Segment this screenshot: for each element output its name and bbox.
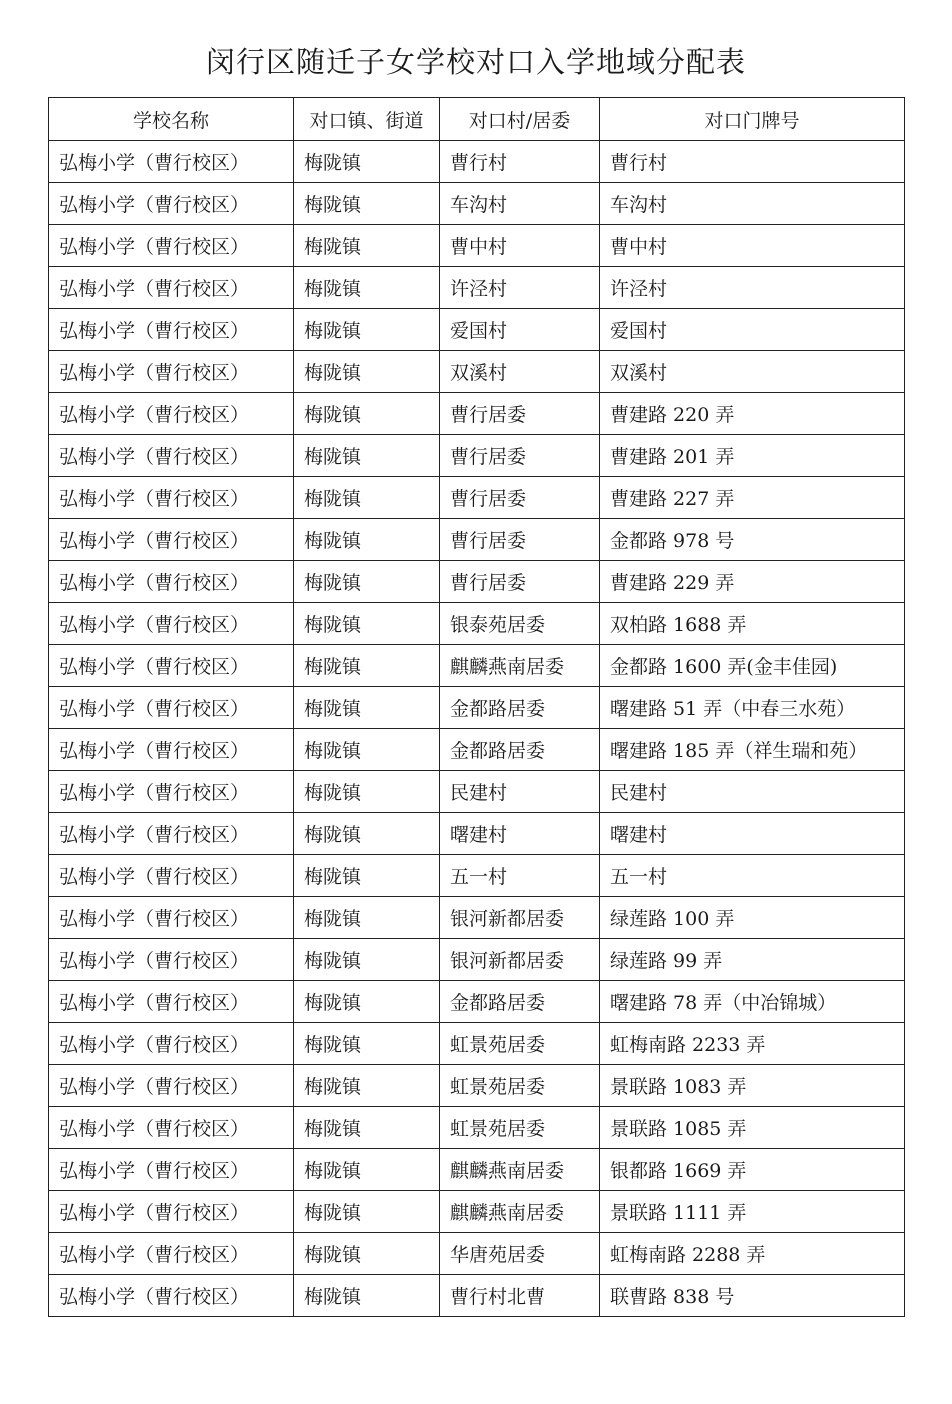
cell-town-street: 梅陇镇 — [294, 435, 440, 477]
cell-school-name: 弘梅小学（曹行校区） — [49, 771, 294, 813]
cell-school-name: 弘梅小学（曹行校区） — [49, 981, 294, 1023]
cell-house-number: 绿莲路 99 弄 — [600, 939, 905, 981]
cell-village-committee: 曹行居委 — [440, 393, 600, 435]
cell-house-number: 联曹路 838 号 — [600, 1275, 905, 1317]
cell-house-number: 许泾村 — [600, 267, 905, 309]
cell-school-name: 弘梅小学（曹行校区） — [49, 1233, 294, 1275]
table-row — [49, 561, 905, 603]
table-row — [49, 813, 905, 855]
cell-town-street: 梅陇镇 — [294, 141, 440, 183]
cell-village-committee: 曹行居委 — [440, 561, 600, 603]
cell-town-street: 梅陇镇 — [294, 561, 440, 603]
cell-town-street: 梅陇镇 — [294, 1107, 440, 1149]
cell-town-street: 梅陇镇 — [294, 813, 440, 855]
cell-school-name: 弘梅小学（曹行校区） — [49, 1275, 294, 1317]
table-row — [49, 897, 905, 939]
cell-town-street: 梅陇镇 — [294, 477, 440, 519]
table-row — [49, 1023, 905, 1065]
cell-house-number: 虹梅南路 2288 弄 — [600, 1233, 905, 1275]
cell-town-street: 梅陇镇 — [294, 1191, 440, 1233]
cell-house-number: 曹中村 — [600, 225, 905, 267]
cell-village-committee: 车沟村 — [440, 183, 600, 225]
header-school-name: 学校名称 — [49, 98, 294, 141]
cell-school-name: 弘梅小学（曹行校区） — [49, 267, 294, 309]
cell-town-street: 梅陇镇 — [294, 351, 440, 393]
cell-town-street: 梅陇镇 — [294, 393, 440, 435]
cell-town-street: 梅陇镇 — [294, 603, 440, 645]
cell-school-name: 弘梅小学（曹行校区） — [49, 351, 294, 393]
header-house-number: 对口门牌号 — [600, 98, 905, 141]
table-row — [49, 771, 905, 813]
table-row — [49, 1275, 905, 1317]
cell-school-name: 弘梅小学（曹行校区） — [49, 519, 294, 561]
table-row — [49, 1065, 905, 1107]
table-row — [49, 351, 905, 393]
cell-house-number: 景联路 1111 弄 — [600, 1191, 905, 1233]
cell-village-committee: 金都路居委 — [440, 981, 600, 1023]
table-row — [49, 939, 905, 981]
table-row — [49, 225, 905, 267]
cell-house-number: 曙建路 185 弄（祥生瑞和苑） — [600, 729, 905, 771]
cell-town-street: 梅陇镇 — [294, 1065, 440, 1107]
cell-school-name: 弘梅小学（曹行校区） — [49, 813, 294, 855]
cell-village-committee: 虹景苑居委 — [440, 1107, 600, 1149]
cell-house-number: 双溪村 — [600, 351, 905, 393]
cell-house-number: 曹行村 — [600, 141, 905, 183]
cell-village-committee: 曹行居委 — [440, 519, 600, 561]
cell-house-number: 虹梅南路 2233 弄 — [600, 1023, 905, 1065]
cell-school-name: 弘梅小学（曹行校区） — [49, 1107, 294, 1149]
allocation-table — [48, 97, 905, 1317]
cell-house-number: 曹建路 227 弄 — [600, 477, 905, 519]
cell-house-number: 曙建路 78 弄（中冶锦城） — [600, 981, 905, 1023]
cell-house-number: 曹建路 229 弄 — [600, 561, 905, 603]
cell-village-committee: 麒麟燕南居委 — [440, 645, 600, 687]
cell-school-name: 弘梅小学（曹行校区） — [49, 225, 294, 267]
cell-town-street: 梅陇镇 — [294, 939, 440, 981]
cell-village-committee: 曹中村 — [440, 225, 600, 267]
table-row — [49, 1191, 905, 1233]
cell-village-committee: 麒麟燕南居委 — [440, 1149, 600, 1191]
cell-school-name: 弘梅小学（曹行校区） — [49, 729, 294, 771]
cell-town-street: 梅陇镇 — [294, 645, 440, 687]
cell-town-street: 梅陇镇 — [294, 183, 440, 225]
cell-town-street: 梅陇镇 — [294, 519, 440, 561]
cell-school-name: 弘梅小学（曹行校区） — [49, 309, 294, 351]
cell-school-name: 弘梅小学（曹行校区） — [49, 1023, 294, 1065]
cell-town-street: 梅陇镇 — [294, 1023, 440, 1065]
table-row — [49, 309, 905, 351]
cell-village-committee: 麒麟燕南居委 — [440, 1191, 600, 1233]
cell-town-street: 梅陇镇 — [294, 855, 440, 897]
cell-village-committee: 曹行村 — [440, 141, 600, 183]
table-row — [49, 477, 905, 519]
cell-town-street: 梅陇镇 — [294, 1275, 440, 1317]
cell-village-committee: 华唐苑居委 — [440, 1233, 600, 1275]
table-row — [49, 1107, 905, 1149]
cell-house-number: 双柏路 1688 弄 — [600, 603, 905, 645]
cell-school-name: 弘梅小学（曹行校区） — [49, 687, 294, 729]
cell-house-number: 曹建路 201 弄 — [600, 435, 905, 477]
cell-house-number: 车沟村 — [600, 183, 905, 225]
cell-village-committee: 金都路居委 — [440, 729, 600, 771]
table-body — [49, 141, 905, 1317]
cell-house-number: 金都路 1600 弄(金丰佳园) — [600, 645, 905, 687]
cell-house-number: 金都路 978 号 — [600, 519, 905, 561]
cell-village-committee: 五一村 — [440, 855, 600, 897]
cell-town-street: 梅陇镇 — [294, 1149, 440, 1191]
cell-school-name: 弘梅小学（曹行校区） — [49, 897, 294, 939]
table-row — [49, 393, 905, 435]
cell-village-committee: 许泾村 — [440, 267, 600, 309]
cell-village-committee: 曹行村北曹 — [440, 1275, 600, 1317]
cell-village-committee: 银泰苑居委 — [440, 603, 600, 645]
cell-village-committee: 双溪村 — [440, 351, 600, 393]
cell-school-name: 弘梅小学（曹行校区） — [49, 1191, 294, 1233]
table-header-row — [49, 98, 905, 141]
cell-town-street: 梅陇镇 — [294, 729, 440, 771]
cell-village-committee: 爱国村 — [440, 309, 600, 351]
cell-village-committee: 虹景苑居委 — [440, 1065, 600, 1107]
cell-house-number: 民建村 — [600, 771, 905, 813]
cell-town-street: 梅陇镇 — [294, 1233, 440, 1275]
cell-village-committee: 金都路居委 — [440, 687, 600, 729]
cell-village-committee: 曹行居委 — [440, 477, 600, 519]
table-row — [49, 603, 905, 645]
cell-house-number: 曹建路 220 弄 — [600, 393, 905, 435]
cell-town-street: 梅陇镇 — [294, 309, 440, 351]
cell-school-name: 弘梅小学（曹行校区） — [49, 183, 294, 225]
header-town-street: 对口镇、街道 — [294, 98, 440, 141]
cell-school-name: 弘梅小学（曹行校区） — [49, 393, 294, 435]
cell-village-committee: 银河新都居委 — [440, 939, 600, 981]
cell-town-street: 梅陇镇 — [294, 687, 440, 729]
cell-house-number: 景联路 1083 弄 — [600, 1065, 905, 1107]
cell-school-name: 弘梅小学（曹行校区） — [49, 141, 294, 183]
cell-house-number: 爱国村 — [600, 309, 905, 351]
cell-school-name: 弘梅小学（曹行校区） — [49, 645, 294, 687]
cell-village-committee: 虹景苑居委 — [440, 1023, 600, 1065]
cell-town-street: 梅陇镇 — [294, 981, 440, 1023]
cell-school-name: 弘梅小学（曹行校区） — [49, 435, 294, 477]
cell-school-name: 弘梅小学（曹行校区） — [49, 939, 294, 981]
cell-town-street: 梅陇镇 — [294, 897, 440, 939]
header-village-committee: 对口村/居委 — [440, 98, 600, 141]
cell-school-name: 弘梅小学（曹行校区） — [49, 603, 294, 645]
table-row — [49, 1233, 905, 1275]
table-row — [49, 645, 905, 687]
cell-house-number: 曙建路 51 弄（中春三水苑） — [600, 687, 905, 729]
table-row — [49, 141, 905, 183]
cell-house-number: 曙建村 — [600, 813, 905, 855]
table-row — [49, 435, 905, 477]
cell-town-street: 梅陇镇 — [294, 267, 440, 309]
cell-school-name: 弘梅小学（曹行校区） — [49, 1149, 294, 1191]
table-row — [49, 267, 905, 309]
table-row — [49, 519, 905, 561]
cell-house-number: 银都路 1669 弄 — [600, 1149, 905, 1191]
cell-village-committee: 银河新都居委 — [440, 897, 600, 939]
page-title: 闵行区随迁子女学校对口入学地域分配表 — [205, 45, 746, 79]
cell-house-number: 五一村 — [600, 855, 905, 897]
cell-village-committee: 民建村 — [440, 771, 600, 813]
table-row — [49, 729, 905, 771]
cell-house-number: 绿莲路 100 弄 — [600, 897, 905, 939]
cell-house-number: 景联路 1085 弄 — [600, 1107, 905, 1149]
cell-school-name: 弘梅小学（曹行校区） — [49, 855, 294, 897]
table-row — [49, 981, 905, 1023]
cell-village-committee: 曹行居委 — [440, 435, 600, 477]
cell-school-name: 弘梅小学（曹行校区） — [49, 477, 294, 519]
cell-school-name: 弘梅小学（曹行校区） — [49, 1065, 294, 1107]
cell-village-committee: 曙建村 — [440, 813, 600, 855]
table-row — [49, 687, 905, 729]
cell-town-street: 梅陇镇 — [294, 771, 440, 813]
table-row — [49, 183, 905, 225]
table-row — [49, 1149, 905, 1191]
cell-town-street: 梅陇镇 — [294, 225, 440, 267]
table-row — [49, 855, 905, 897]
cell-school-name: 弘梅小学（曹行校区） — [49, 561, 294, 603]
